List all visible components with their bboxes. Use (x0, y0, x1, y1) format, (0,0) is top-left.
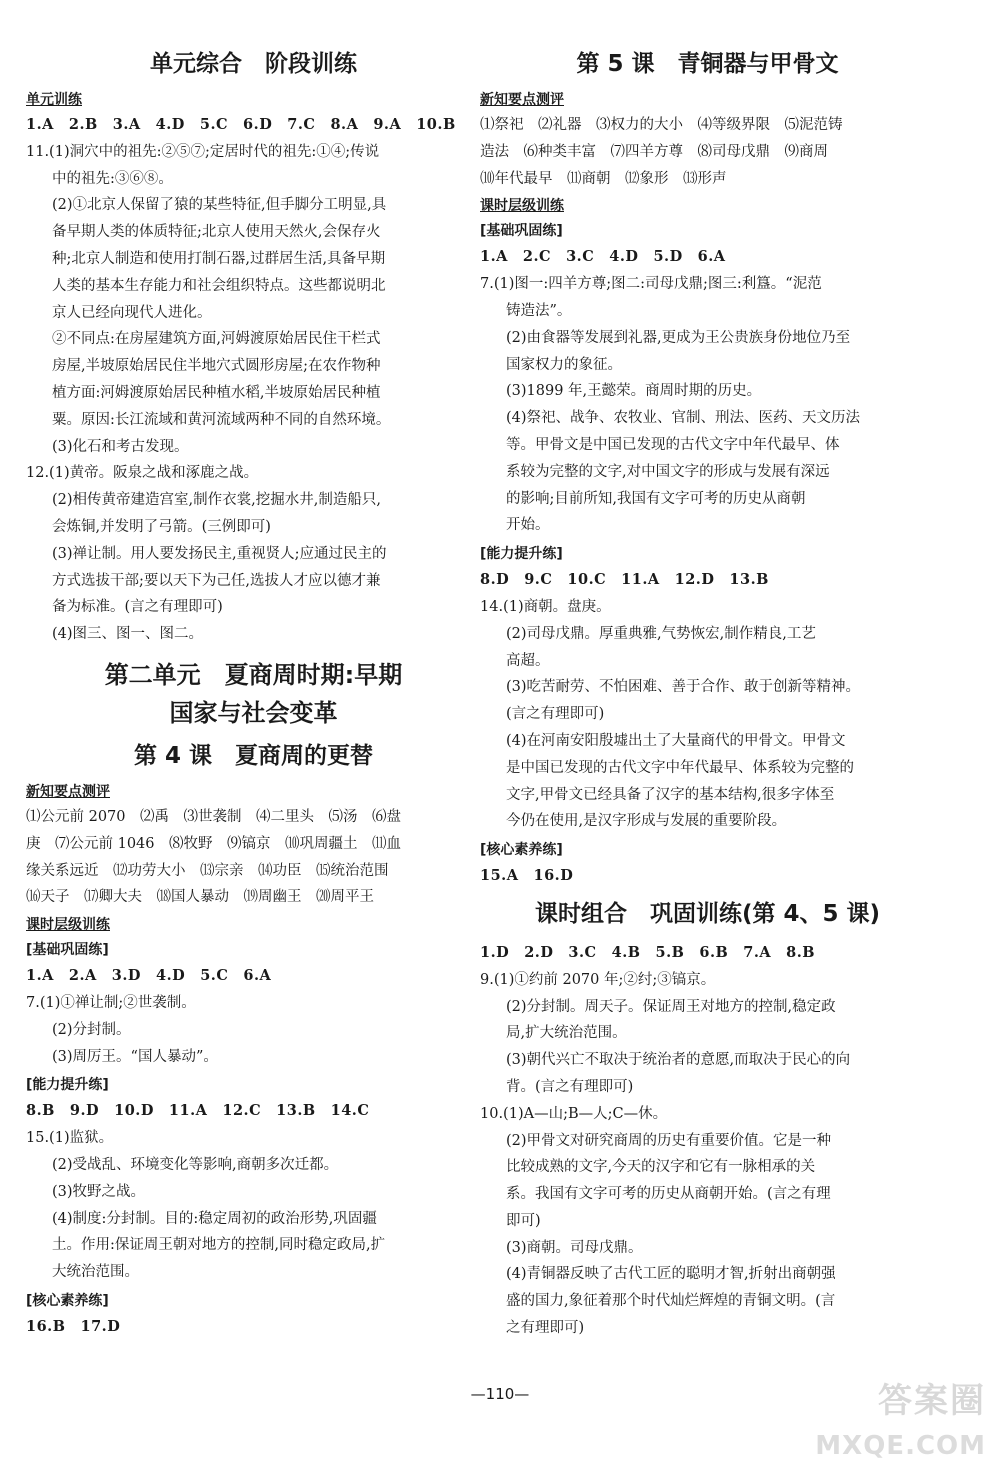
text-line: 即可) (506, 1212, 541, 1229)
combo-training-title: 课时组合 巩固训练(第 4、5 课) (534, 900, 881, 927)
text-line: 7.(1)图一:四羊方尊;图二:司母戊鼎;图三:利簋。“泥范 (480, 276, 822, 293)
text-line: ②不同点:在房屋建筑方面,河姆渡原始居民住干栏式 (52, 331, 381, 348)
answer-block (480, 112, 935, 192)
text-line: (4)制度:分封制。目的:稳定周初的政治形势,巩固疆 (52, 1210, 377, 1227)
text-line: (2)司母戊鼎。厚重典雅,气势恢宏,制作精良,工艺 (506, 625, 816, 642)
text-line: 京人已经向现代人进化。 (52, 304, 212, 321)
answer-block (480, 940, 935, 1342)
text-line: 9.(1)①约前 2070 年;②纣;③镐京。 (480, 971, 716, 988)
text-line: (2)分封制。 (52, 1021, 131, 1038)
answer-block (26, 112, 481, 648)
watermark-logo (776, 1371, 986, 1461)
unit-two-title-line2: 国家与社会变革 (169, 698, 338, 727)
text-line: 大统治范围。 (52, 1264, 139, 1281)
section-label-core: [核心素养练] (480, 842, 563, 859)
text-line: 14.(1)商朝。盘庚。 (480, 598, 611, 615)
text-line: 高超。 (506, 652, 550, 669)
text-line: 国家权力的象征。 (506, 356, 622, 373)
text-line: ⑽年代最早 ⑾商朝 ⑿象形 ⒀形声 (480, 170, 727, 187)
text-line: 1.A 2.A 3.D 4.D 5.C 6.A (26, 967, 272, 985)
text-line: (2)甲骨文对研究商周的历史有重要价值。它是一种 (506, 1132, 832, 1149)
text-line: 8.D 9.C 10.C 11.A 12.D 13.B (480, 571, 769, 589)
text-line: 开始。 (506, 517, 550, 534)
unit-two-title-line1: 第二单元 夏商周时期:早期 (104, 660, 403, 689)
section-label-basic: [基础巩固练] (26, 942, 109, 959)
text-line: (2)①北京人保留了猿的某些特征,但手脚分工明显,具 (52, 197, 387, 214)
text-line: (3)周厉王。“国人暴动”。 (52, 1048, 218, 1065)
text-line: 房屋,半坡原始居民住半地穴式圆形房屋;在农作物种 (52, 358, 381, 375)
text-line: 12.(1)黄帝。阪泉之战和涿鹿之战。 (26, 465, 259, 482)
text-line: (3)1899 年,王懿荣。商周时期的历史。 (506, 383, 762, 400)
text-line: (2)由食器等发展到礼器,更成为王公贵族身份地位乃至 (506, 329, 851, 346)
text-line: 是中国已发现的古代文字中年代最早、体系较为完整的 (506, 759, 854, 776)
section-label-ability: [能力提升练] (480, 546, 563, 563)
text-line: 粟。原因:长江流域和黄河流域两种不同的自然环境。 (52, 411, 391, 428)
text-line: 比较成熟的文字,今天的汉字和它有一脉相承的关 (506, 1159, 816, 1176)
text-line: 土。作用:保证周王朝对地方的控制,同时稳定政局,扩 (52, 1237, 386, 1254)
text-line: 造法 ⑹种类丰富 ⑺四羊方尊 ⑻司母戊鼎 ⑼商周 (480, 143, 828, 160)
text-line: 备为标准。(言之有理即可) (52, 599, 223, 616)
text-line: (3)化石和考古发现。 (52, 438, 189, 455)
text-line: (4)祭祀、战争、农牧业、官制、刑法、医药、天文历法 (506, 410, 861, 427)
text-line: 1.A 2.B 3.A 4.D 5.C 6.D 7.C 8.A 9.A 10.B (26, 116, 456, 133)
lesson-5-title: 第 5 课 青铜器与甲骨文 (576, 51, 839, 77)
text-line: 15.A 16.D (480, 867, 574, 885)
text-line: (4)在河南安阳殷墟出土了大量商代的甲骨文。甲骨文 (506, 732, 846, 749)
watermark-text: 答案圈 (878, 1381, 986, 1421)
text-line: 今仍在使用,是汉字形成与发展的重要阶段。 (506, 813, 787, 830)
text-line: 备早期人类的体质特征;北京人使用天然火,会保存火 (52, 224, 381, 241)
text-line: 缘关系远近 ⑿功劳大小 ⒀宗亲 ⒁功臣 ⒂统治范围 (26, 862, 389, 879)
text-line: 等。甲骨文是中国已发现的古代文字中年代最早、体 (506, 436, 840, 453)
answer-block (26, 963, 481, 1070)
text-line: 会炼铜,并发明了弓箭。(三例即可) (52, 518, 271, 535)
watermark-url: MXQE.COM (815, 1431, 986, 1461)
section-label-key-points: 新知要点测评 (26, 783, 110, 800)
text-line: 系。我国有文字可考的历史从商朝开始。(言之有理 (506, 1186, 831, 1203)
text-line: 7.(1)①禅让制;②世袭制。 (26, 994, 196, 1011)
page-number: —110— (470, 1385, 530, 1403)
right-column (480, 40, 935, 1342)
text-line: 系较为完整的文字,对中国文字的形成与发展有深远 (506, 463, 830, 480)
text-line: ⑴祭祀 ⑵礼器 ⑶权力的大小 ⑷等级界限 ⑸泥范铸 (480, 117, 843, 133)
left-column (26, 40, 481, 1341)
text-line: 中的祖先:③⑥⑧。 (52, 170, 173, 187)
section-label-lesson-training: 课时层级训练 (480, 198, 564, 215)
text-line: 局,扩大统治范围。 (506, 1025, 627, 1042)
text-line: 8.B 9.D 10.D 11.A 12.C 13.B 14.C (26, 1102, 370, 1120)
text-line: 方式选拔干部;要以天下为己任,选拔人才应以德才兼 (52, 572, 381, 589)
text-line: 种;北京人制造和使用打制石器,过群居生活,具备早期 (52, 250, 386, 267)
section-label-key-points: 新知要点测评 (480, 92, 564, 108)
text-line: (2)受战乱、环境变化等影响,商朝多次迁都。 (52, 1156, 339, 1173)
text-line: 背。(言之有理即可) (506, 1078, 634, 1095)
text-line: ⑴公元前 2070 ⑵禹 ⑶世袭制 ⑷二里头 ⑸汤 ⑹盘 (26, 808, 402, 825)
text-line: 1.D 2.D 3.C 4.B 5.B 6.B 7.A 8.B (480, 943, 816, 961)
text-line: (4)青铜器反映了古代工匠的聪明才智,折射出商朝强 (506, 1266, 836, 1283)
section-label-core: [核心素养练] (26, 1292, 109, 1309)
text-line: (4)图三、图一、图二。 (52, 626, 204, 643)
answer-block (480, 863, 935, 890)
answer-block (26, 1314, 481, 1341)
lesson-4-title: 第 4 课 夏商周的更替 (133, 742, 374, 769)
text-line: 铸造法”。 (506, 302, 572, 319)
text-line: (2)相传黄帝建造宫室,制作衣裳,挖掘水井,制造船只, (52, 492, 381, 509)
text-line: 的影响;目前所知,我国有文字可考的历史从商朝 (506, 490, 806, 507)
text-line: (3)朝代兴亡不取决于统治者的意愿,而取决于民心的向 (506, 1052, 851, 1069)
section-label-lesson-training: 课时层级训练 (26, 917, 110, 934)
text-line: 1.A 2.C 3.C 4.D 5.D 6.A (480, 248, 726, 266)
unit-summary-title: 单元综合 阶段训练 (150, 51, 357, 77)
text-line: 15.(1)监狱。 (26, 1130, 114, 1147)
text-line: 16.B 17.D (26, 1317, 121, 1335)
section-label-ability: [能力提升练] (26, 1077, 109, 1094)
text-line: (2)分封制。周天子。保证周王对地方的控制,稳定政 (506, 998, 836, 1015)
answer-block (26, 804, 481, 911)
text-line: 植方面:河姆渡原始居民种植水稻,半坡原始居民种植 (52, 384, 381, 401)
text-line: (3)牧野之战。 (52, 1183, 146, 1200)
section-label-basic: [基础巩固练] (480, 223, 563, 240)
answer-block (480, 244, 935, 539)
answer-block (26, 1098, 481, 1286)
section-label-unit-training: 单元训练 (26, 92, 82, 108)
text-line: ⒃天子 ⒄卿大夫 ⒅国人暴动 ⒆周幽王 ⒇周平王 (26, 889, 374, 906)
text-line: 11.(1)洞穴中的祖先:②⑤⑦;定居时代的祖先:①④;传说 (26, 143, 380, 160)
text-line: 庚 ⑺公元前 1046 ⑻牧野 ⑼镐京 ⑽巩周疆土 ⑾血 (26, 835, 402, 852)
text-line: (言之有理即可) (506, 706, 605, 723)
text-line: (3)吃苦耐劳、不怕困难、善于合作、敢于创新等精神。 (506, 679, 861, 696)
text-line: (3)禅让制。用人要发扬民主,重视贤人;应通过民主的 (52, 545, 387, 562)
answer-block (480, 567, 935, 835)
text-line: 之有理即可) (506, 1320, 585, 1337)
text-line: 10.(1)A—山;B—人;C—休。 (480, 1105, 668, 1122)
text-line: 盛的国力,象征着那个时代灿烂辉煌的青铜文明。(言 (506, 1293, 836, 1310)
text-line: 文字,甲骨文已经具备了汉字的基本结构,很多字体至 (506, 786, 835, 803)
text-line: (3)商朝。司母戊鼎。 (506, 1239, 643, 1256)
text-line: 人类的基本生存能力和社会组织特点。这些都说明北 (52, 277, 386, 294)
